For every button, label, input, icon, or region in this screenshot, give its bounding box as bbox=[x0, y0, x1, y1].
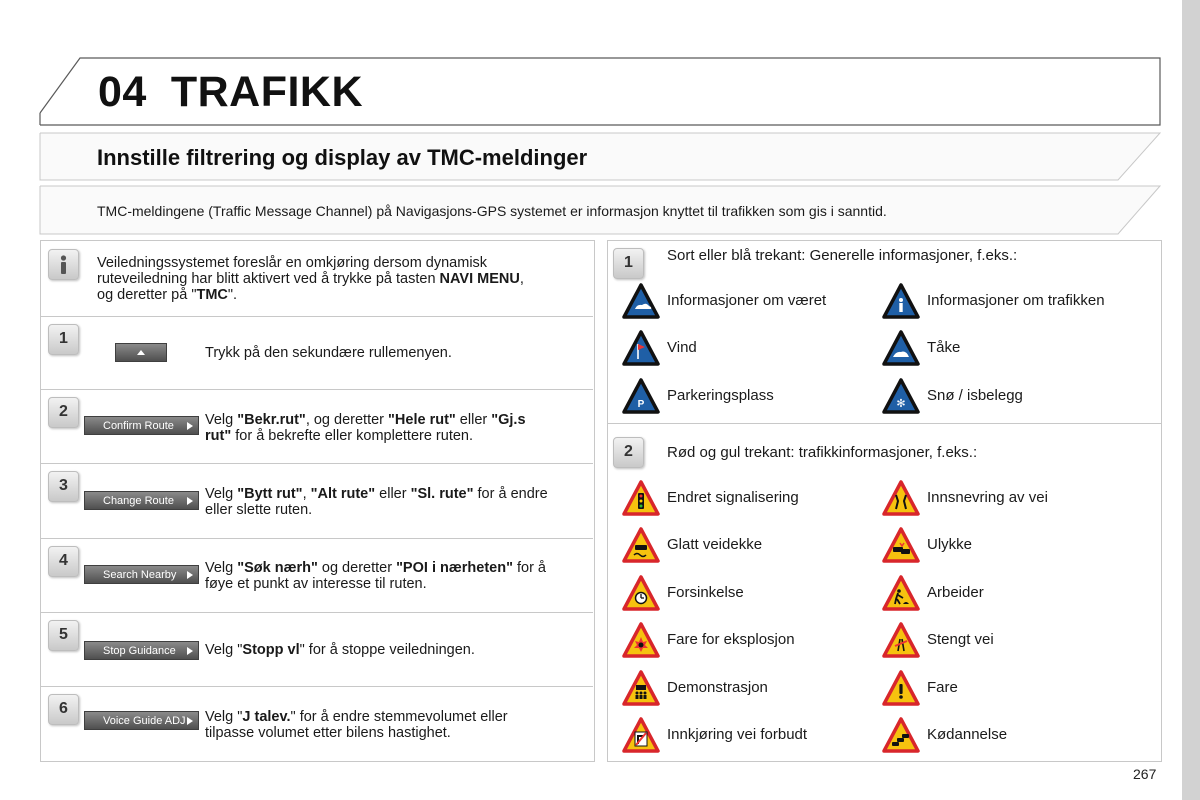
screen-button-voice-guide-adj bbox=[84, 711, 199, 730]
step-row-6 bbox=[41, 686, 593, 687]
page-edge-bar bbox=[1182, 0, 1200, 800]
no-entry-icon bbox=[622, 717, 660, 753]
text-run: Velg bbox=[205, 486, 238, 502]
sign-group-title: Sort eller blå trekant: Generelle informasjoner, f.eks.: bbox=[667, 247, 1018, 264]
step-text-line bbox=[205, 576, 590, 592]
text-run: Stopp vl bbox=[242, 642, 300, 658]
step-text bbox=[205, 412, 590, 444]
text-run: " for å stoppe veiledningen. bbox=[299, 642, 475, 658]
text-run: "Søk nærh" bbox=[237, 560, 318, 576]
sign-label: Parkeringsplass bbox=[667, 386, 774, 404]
chapter-title bbox=[98, 68, 363, 117]
road-closed-icon bbox=[882, 622, 920, 658]
text-run: eller slette ruten. bbox=[205, 502, 313, 518]
danger-icon bbox=[882, 670, 920, 706]
fog-icon bbox=[882, 330, 920, 366]
sign-label: Informasjoner om trafikken bbox=[927, 292, 1105, 309]
text-run: Trykk på den sekundære rullemenyen. bbox=[205, 345, 452, 361]
step-row-2 bbox=[41, 389, 593, 390]
step-text-line bbox=[205, 725, 590, 741]
info-note-line-2: ruteveiledning har blitt aktivert ved å trykke på tasten NAVI MENU, bbox=[97, 271, 524, 287]
snow-icon bbox=[882, 378, 920, 414]
accident-icon bbox=[882, 527, 920, 563]
sign-label: Snø / isbelegg bbox=[927, 386, 1023, 404]
info-note-line-3: og deretter på "TMC". bbox=[97, 287, 238, 303]
step-row-4 bbox=[41, 538, 593, 539]
screen-button-label: Voice Guide ADJ bbox=[103, 715, 186, 727]
step-number-badge: 1 bbox=[48, 324, 79, 355]
screen-button-label: Search Nearby bbox=[103, 569, 177, 581]
step-row-1 bbox=[41, 316, 593, 317]
info-note bbox=[97, 255, 587, 303]
sign-label: Arbeider bbox=[927, 583, 984, 601]
page-number: 267 bbox=[1133, 766, 1157, 782]
step-text bbox=[205, 560, 590, 592]
roadworks-icon bbox=[882, 575, 920, 611]
info-note-line-1: Veiledningssystemet foreslår en omkjøring dersom dynamisk bbox=[97, 255, 488, 271]
step-text-line bbox=[205, 345, 590, 361]
intro-text: TMC-meldingene (Traffic Message Channel) på Navigasjons-GPS systemet er informasjon knyttet til trafikken som gis i sanntid. bbox=[97, 203, 887, 219]
step-text-line bbox=[205, 486, 590, 502]
sign-label: Innkjøring vei forbudt bbox=[667, 726, 808, 743]
step-number-badge: 6 bbox=[48, 694, 79, 725]
step-number-badge: 2 bbox=[48, 397, 79, 428]
step-row-3 bbox=[41, 463, 593, 464]
arrow-right-icon bbox=[187, 647, 193, 655]
step-text bbox=[205, 486, 590, 518]
sign-label: Kødannelse bbox=[927, 726, 1008, 743]
screen-button-label: Change Route bbox=[103, 495, 174, 507]
sign-label: Ulykke bbox=[927, 536, 973, 554]
sign-label: Innsnevring av vei bbox=[927, 489, 1048, 506]
traffic-light-icon bbox=[622, 480, 660, 516]
weather-icon bbox=[622, 283, 660, 319]
text-run: "Gj.s bbox=[491, 412, 526, 428]
sign-label: Forsinkelse bbox=[667, 583, 744, 601]
text-run: føye et punkt av interesse til ruten. bbox=[205, 576, 427, 592]
delay-icon bbox=[622, 575, 660, 611]
arrow-right-icon bbox=[187, 422, 193, 430]
chapter-number: 04 bbox=[98, 68, 147, 116]
parking-icon bbox=[622, 378, 660, 414]
step-text-line bbox=[205, 709, 590, 725]
step-text bbox=[205, 345, 590, 361]
chapter-name: TRAFIKK bbox=[170, 68, 364, 116]
signs-divider bbox=[607, 423, 1161, 424]
text-run: eller bbox=[375, 486, 411, 502]
text-run: , bbox=[302, 486, 311, 502]
sign-label: Demonstrasjon bbox=[667, 678, 768, 696]
text-run: for å bbox=[512, 560, 546, 576]
text-run: tilpasse volumet etter bilens hastighet. bbox=[205, 725, 451, 741]
svg-text:✻: ✻ bbox=[896, 396, 906, 410]
arrow-right-icon bbox=[187, 571, 193, 579]
text-run: eller bbox=[455, 412, 492, 428]
text-run: Velg " bbox=[205, 642, 243, 658]
text-run: Velg " bbox=[205, 709, 243, 725]
wind-icon bbox=[622, 330, 660, 366]
sign-label: Endret signalisering bbox=[667, 489, 799, 506]
arrow-right-icon bbox=[187, 717, 193, 725]
step-text-line bbox=[205, 428, 590, 444]
screen-button-label: Stop Guidance bbox=[103, 645, 176, 657]
screen-button-label: Confirm Route bbox=[103, 420, 174, 432]
step-text-line bbox=[205, 560, 590, 576]
step-text-line bbox=[205, 502, 590, 518]
text-run: J talev. bbox=[242, 709, 291, 725]
text-run: for å endre bbox=[473, 486, 548, 502]
info-icon bbox=[48, 249, 79, 280]
step-row-5 bbox=[41, 612, 593, 613]
step-text bbox=[205, 642, 590, 658]
sign-group-title: Rød og gul trekant: trafikkinformasjoner, f.eks.: bbox=[667, 444, 978, 461]
sign-label: Vind bbox=[667, 339, 697, 357]
step-text-line bbox=[205, 412, 590, 428]
road-narrows-icon bbox=[882, 480, 920, 516]
explosion-icon bbox=[622, 622, 660, 658]
demonstration-icon bbox=[622, 670, 660, 706]
text-run: rut" bbox=[205, 428, 232, 444]
text-run: , og deretter bbox=[305, 412, 389, 428]
sign-label: Fare bbox=[927, 678, 958, 696]
slippery-road-icon bbox=[622, 527, 660, 563]
sign-label: Informasjoner om været bbox=[667, 292, 827, 309]
text-run: "Hele rut" bbox=[388, 412, 456, 428]
screen-button-search-nearby bbox=[84, 565, 199, 584]
text-run: Velg bbox=[205, 560, 238, 576]
scroll-menu-button bbox=[115, 343, 167, 362]
step-number-badge: 4 bbox=[48, 546, 79, 577]
group-number-badge: 2 bbox=[613, 437, 644, 468]
screen-button-change-route bbox=[84, 491, 199, 510]
svg-text:P: P bbox=[637, 398, 645, 410]
step-text bbox=[205, 709, 590, 741]
text-run: og deretter bbox=[317, 560, 397, 576]
arrow-right-icon bbox=[187, 497, 193, 505]
traffic-info-icon bbox=[882, 283, 920, 319]
text-run: "Alt rute" bbox=[310, 486, 376, 502]
step-number-badge: 5 bbox=[48, 620, 79, 651]
text-run: for å bekrefte eller komplettere ruten. bbox=[231, 428, 474, 444]
screen-button-stop-guidance bbox=[84, 641, 199, 660]
text-run: "Bekr.rut" bbox=[237, 412, 306, 428]
text-run: "POI i nærheten" bbox=[396, 560, 513, 576]
sign-label: Tåke bbox=[927, 339, 961, 357]
text-run: " for å endre stemmevolumet eller bbox=[290, 709, 508, 725]
text-run: Velg bbox=[205, 412, 238, 428]
group-number-badge: 1 bbox=[613, 248, 644, 279]
text-run: "Sl. rute" bbox=[410, 486, 474, 502]
step-number-badge: 3 bbox=[48, 471, 79, 502]
queue-icon bbox=[882, 717, 920, 753]
sign-label: Stengt vei bbox=[927, 631, 994, 649]
section-heading: Innstille filtrering og display av TMC-meldinger bbox=[97, 145, 588, 170]
sign-label: Fare for eksplosjon bbox=[667, 631, 795, 649]
triangle-up-icon bbox=[116, 344, 166, 361]
screen-button-confirm-route bbox=[84, 416, 199, 435]
sign-label: Glatt veidekke bbox=[667, 536, 763, 554]
text-run: "Bytt rut" bbox=[237, 486, 303, 502]
step-text-line bbox=[205, 642, 590, 658]
